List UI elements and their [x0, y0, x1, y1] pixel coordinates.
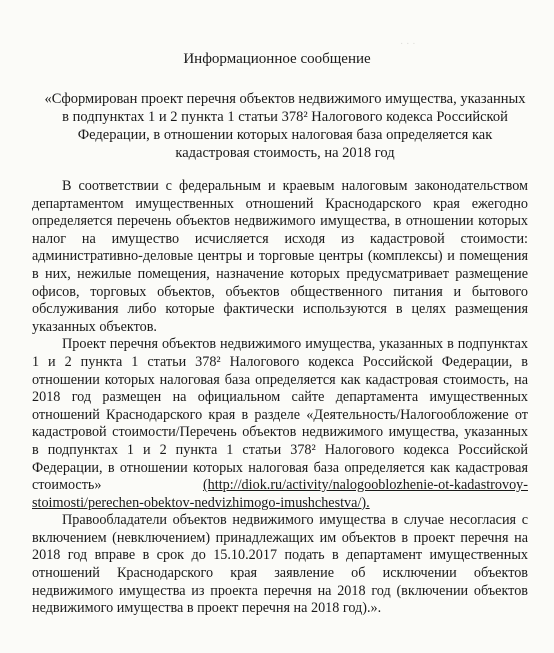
- paragraph-3: Правообладатели объектов недвижимого имущества в случае несогласия с включением (невключением) принадлежащих им объектов в проект перечня на 2018 год вправе в срок до 15.10.2017 подать в департамент имущественных отношений Краснодарского края заявление об исключении объектов недвижимого имущества из проекта перечня на 2018 год (включении объектов недвижимого имущества в проект перечня на 2018 год).».: [32, 512, 528, 617]
- paragraph-2: [32, 336, 528, 512]
- department-link[interactable]: (http://diok.ru/activity/nalogooblozhenie-ot-kadastrovoy-stoimosti/perechen-obektov-nedvizhimogo-imushchestva/).: [32, 477, 528, 511]
- document-title: Информационное сообщение: [183, 51, 371, 67]
- document-subject: «Сформирован проект перечня объектов недвижимого имущества, указанных в подпунктах 1 и 2 пункта 1 статьи 378² Налогового кодекса Российской Федерации, в отношении которых налоговая база определяется как кадастровая стоимость, на 2018 год: [44, 91, 526, 161]
- paragraph-1: В соответствии с федеральным и краевым налоговым законодательством департаментом имущественных отношений Краснодарского края ежегодно определяется перечень объектов недвижимого имущества, в отношении которых налог на имущество исчисляется исходя из кадастровой стоимости: административно-деловые центры и торговые центры (комплексы) и помещения в них, нежилые помещения, назначение которых предусматривает размещение офисов, торговых объектов, объектов общественного питания и бытового обслуживания либо которые фактически используются в целях размещения указанных объектов.: [32, 178, 528, 335]
- document-body: [32, 178, 528, 618]
- paragraph-2-text: Проект перечня объектов недвижимого имущества, указанных в подпунктах 1 и 2 пункта 1 статьи 378² Налогового кодекса Российской Федерации, в отношении которых налоговая база определяется как кадастровая стоимость, на 2018 год размещен на официальном сайте департамента имущественных отношений Краснодарского края в разделе «Деятельность/Налогообложение от кадастровой стоимости/Перечень объектов недвижимого имущества, указанных в подпунктах 1 и 2 пункта 1 статьи 378² Налогового кодекса Российской Федерации, в отношении которых налоговая база определяется как кадастровая стоимость»: [32, 336, 528, 494]
- bleed-through-mark: · · ·: [400, 38, 416, 49]
